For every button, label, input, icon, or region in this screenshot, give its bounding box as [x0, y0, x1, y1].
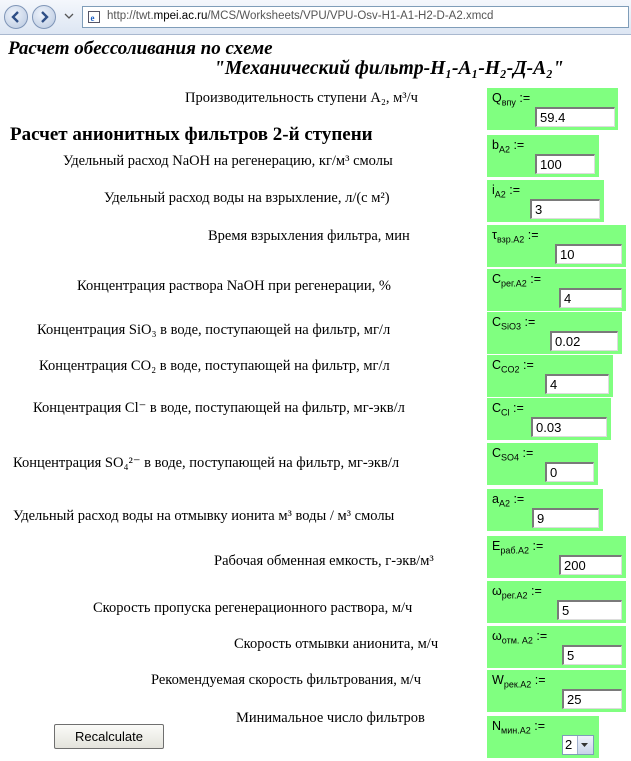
forward-arrow-icon: [37, 10, 51, 24]
label-naoh-concentration: Концентрация раствора NaOH при регенерации, %: [77, 278, 391, 294]
label-min-filters: Минимальное число фильтров: [236, 710, 425, 726]
back-button[interactable]: [4, 5, 28, 29]
field-creg: $C_{рег.A2}$ := 4: [487, 269, 626, 311]
input-q[interactable]: 59.4: [535, 107, 615, 127]
field-cco2: $C_{CO2}$ := 4: [487, 355, 613, 397]
forward-button[interactable]: [32, 5, 56, 29]
input-b[interactable]: 100: [535, 154, 595, 174]
field-cso4: $C_{SO4}$ := 0: [487, 443, 598, 485]
field-q: $Q_{впу}$ := 59.4: [487, 88, 618, 130]
history-dropdown-icon[interactable]: [64, 12, 74, 20]
field-n: $N_{мин.A2}$ := 2: [487, 716, 599, 758]
label-regen-speed: Скорость пропуска регенерационного раствора, м/ч: [93, 600, 413, 616]
label-so4-concentration: Концентрация SO₄²⁻ в воде, поступающей на фильтр, мг-экв/л: [13, 455, 400, 471]
recalculate-button[interactable]: Recalculate: [54, 724, 164, 749]
input-wrek[interactable]: 25: [562, 689, 622, 709]
field-wreg: $\omega_{рег.A2}$ := 5: [487, 581, 626, 623]
field-wotm: $\omega_{отм. A2}$ := 5: [487, 626, 626, 668]
back-arrow-icon: [9, 10, 23, 24]
input-wotm[interactable]: 5: [562, 645, 622, 665]
input-creg[interactable]: 4: [559, 288, 622, 308]
field-b: $b_{A2}$ := 100: [487, 135, 599, 177]
page-title-line1: Расчет обессоливания по схеме: [8, 38, 273, 59]
label-productivity: Производительность ступени А₂, м³/ч: [185, 90, 418, 106]
label-co2-concentration: Концентрация CO₂ в воде, поступающей на фильтр, мг/л: [39, 358, 390, 374]
field-i: $i_{A2}$ := 3: [487, 180, 604, 222]
browser-toolbar: [0, 0, 631, 35]
input-a[interactable]: 9: [532, 508, 599, 528]
field-ccl: $C_{Cl}$ := 0.03: [487, 398, 611, 440]
input-tau[interactable]: 10: [555, 244, 622, 264]
url-text: http://twt.mpei.ac.ru/MCS/Worksheets/VPU/VPU-Osv-H1-A1-H2-D-A2.xmcd: [107, 10, 494, 22]
section-title: Расчет анионитных фильтров 2-й ступени: [10, 124, 373, 145]
label-rinse-water: Удельный расход воды на отмывку ионита м³ воды / м³ смолы: [13, 508, 395, 524]
svg-text:e: e: [90, 13, 95, 23]
label-filtration-speed: Рекомендуемая скорость фильтрования, м/ч: [151, 672, 421, 688]
input-wreg[interactable]: 5: [557, 600, 622, 620]
field-tau: $\tau_{взр.A2}$ := 10: [487, 225, 626, 267]
field-csio3: $C_{SiO3}$ := 0.02: [487, 312, 622, 354]
input-cso4[interactable]: 0: [545, 462, 594, 482]
select-n[interactable]: 2: [562, 735, 594, 755]
page-title-line2: "Механический фильтр-Н₁-А₁-Н₂-Д-А₂": [214, 58, 564, 79]
label-loosening-time: Время взрыхления фильтра, мин: [208, 228, 410, 244]
input-e[interactable]: 200: [559, 555, 622, 575]
input-i[interactable]: 3: [530, 199, 600, 219]
label-cl-concentration: Концентрация Cl⁻ в воде, поступающей на фильтр, мг-экв/л: [33, 400, 405, 416]
label-exchange-capacity: Рабочая обменная емкость, г-экв/м³: [214, 553, 434, 569]
dropdown-arrow-icon[interactable]: [577, 736, 593, 754]
label-rinse-speed: Скорость отмывки анионита, м/ч: [234, 636, 439, 652]
label-sio3-concentration: Концентрация SiO₃ в воде, поступающей на фильтр, мг/л: [37, 322, 391, 338]
label-naoh-consumption: Удельный расход NaOH на регенерацию, кг/м³ смолы: [63, 153, 393, 169]
field-e: $E_{раб.A2}$ := 200: [487, 536, 626, 578]
input-ccl[interactable]: 0.03: [531, 417, 607, 437]
field-a: $a_{A2}$ := 9: [487, 489, 603, 531]
label-loosening-water: Удельный расход воды на взрыхление, л/(с м²): [104, 190, 390, 206]
field-wrek: $W_{рек.A2}$ := 25: [487, 670, 626, 712]
input-cco2[interactable]: 4: [545, 374, 609, 394]
page-icon: [87, 10, 101, 24]
address-bar[interactable]: [82, 6, 629, 28]
input-csio3[interactable]: 0.02: [550, 331, 618, 351]
